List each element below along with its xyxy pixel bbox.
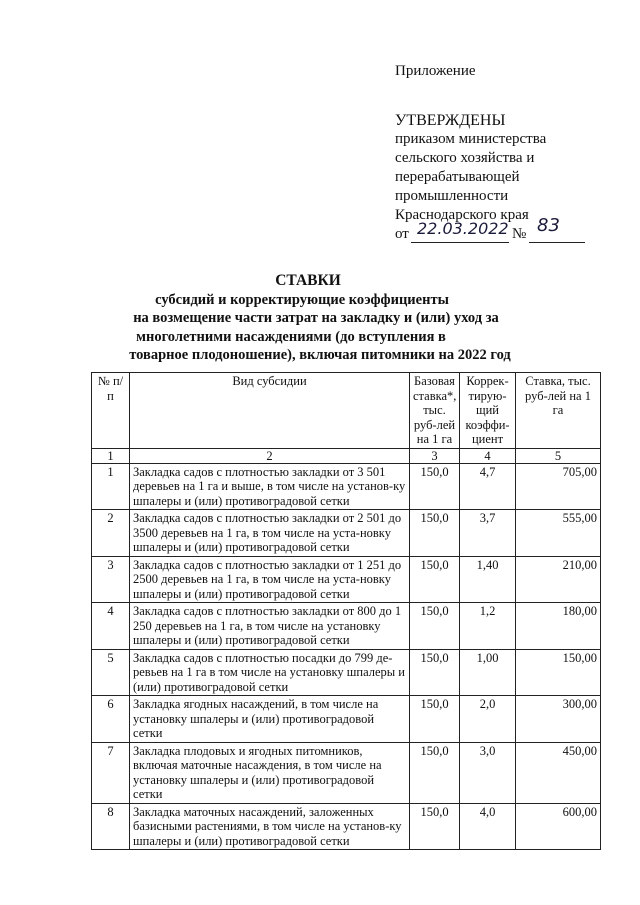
title-line: субсидий и корректирующие коэффициенты [155,291,449,308]
row-name: Закладка садов с плотностью закладки от 2 501 до 3500 деревьев на 1 га, в том числе на уста-новку шпалеры и (или) противоградовой сетки [130,510,410,557]
row-coef: 2,0 [460,696,516,743]
from-label: от [395,226,409,242]
row-base: 150,0 [410,603,460,650]
table-row [92,463,601,510]
table-header-row [92,373,601,449]
rates-table [91,372,601,850]
table-row [92,510,601,557]
row-rate: 600,00 [516,803,601,850]
approval-line: приказом министерства [395,131,547,147]
row-base: 150,0 [410,556,460,603]
header-name: Вид субсидии [130,373,410,449]
header-num: № п/п [92,373,130,449]
date-underline [411,242,509,243]
title-line: многолетними насаждениями (до вступления в [136,328,446,345]
row-base: 150,0 [410,510,460,557]
table-row [92,803,601,850]
row-name: Закладка садов с плотностью закладки от 800 до 1 250 деревьев на 1 га, в том числе на установку шпалеры и (или) противоградовой сетки [130,603,410,650]
row-name: Закладка садов с плотностью закладки от 3 501 деревьев на 1 га и выше, в том числе на установ-ку шпалеры и (или) противоградовой сетки [130,463,410,510]
table-row [92,696,601,743]
title-line: на возмещение части затрат на закладку и (или) уход за [133,310,499,326]
approval-line: сельского хозяйства и [395,150,535,166]
table-row [92,556,601,603]
header-rate: Ставка, тыс. руб-лей на 1 га [516,373,601,449]
row-base: 150,0 [410,696,460,743]
row-coef: 1,40 [460,556,516,603]
column-index: 4 [460,448,516,463]
column-index-row [92,448,601,463]
header-coef: Коррек-тирую-щий коэффи-циент [460,373,516,449]
row-rate: 180,00 [516,603,601,650]
row-name: Закладка садов с плотностью закладки от 1 251 до 2500 деревьев на 1 га, в том числе на уста-новку шпалеры и (или) противоградовой сетки [130,556,410,603]
row-num: 2 [92,510,130,557]
approval-line: промышленности [395,188,509,204]
handwritten-date: 22.03.2022 [417,219,509,238]
handwritten-number: 83 [537,215,560,236]
approved-label: УТВЕРЖДЕНЫ [395,112,506,129]
row-base: 150,0 [410,463,460,510]
number-underline [529,242,585,243]
table-row [92,742,601,803]
row-rate: 450,00 [516,742,601,803]
row-coef: 3,0 [460,742,516,803]
title-line: товарное плодоношение), включая питомники на 2022 год [129,347,511,363]
approval-line: перерабатывающей [395,169,520,185]
row-name: Закладка садов с плотностью посадки до 799 де-ревьев на 1 га в том числе на установку шпалеры и (или) противоградовой сетки [130,649,410,696]
document-title [0,272,640,365]
row-num: 1 [92,463,130,510]
row-base: 150,0 [410,803,460,850]
row-num: 8 [92,803,130,850]
row-coef: 3,7 [460,510,516,557]
appendix-label: Приложение [395,63,476,79]
row-name: Закладка маточных насаждений, заложенных базисными растениями, в том числе на установ-ку шпалеры и (или) противоградовой сетки [130,803,410,850]
row-num: 3 [92,556,130,603]
row-num: 6 [92,696,130,743]
table-row [92,649,601,696]
approval-block [395,62,560,244]
number-label: № [512,226,527,242]
column-index: 3 [410,448,460,463]
row-base: 150,0 [410,649,460,696]
row-num: 5 [92,649,130,696]
row-coef: 1,00 [460,649,516,696]
row-rate: 705,00 [516,463,601,510]
row-rate: 210,00 [516,556,601,603]
row-base: 150,0 [410,742,460,803]
header-base: Базовая ставка*, тыс. руб-лей на 1 га [410,373,460,449]
row-rate: 555,00 [516,510,601,557]
row-num: 4 [92,603,130,650]
column-index: 5 [516,448,601,463]
row-coef: 4,0 [460,803,516,850]
column-index: 1 [92,448,130,463]
row-coef: 1,2 [460,603,516,650]
column-index: 2 [130,448,410,463]
row-name: Закладка плодовых и ягодных питомников, включая маточные насаждения, в том числе на установку шпалеры и (или) противоградовой сетки [130,742,410,803]
row-name: Закладка ягодных насаждений, в том числе на установку шпалеры и (или) противоградовой сетки [130,696,410,743]
row-num: 7 [92,742,130,803]
row-rate: 150,00 [516,649,601,696]
row-rate: 300,00 [516,696,601,743]
title-main: СТАВКИ [275,272,341,289]
approval-line: Краснодарского края [395,207,529,223]
row-coef: 4,7 [460,463,516,510]
table-row [92,603,601,650]
